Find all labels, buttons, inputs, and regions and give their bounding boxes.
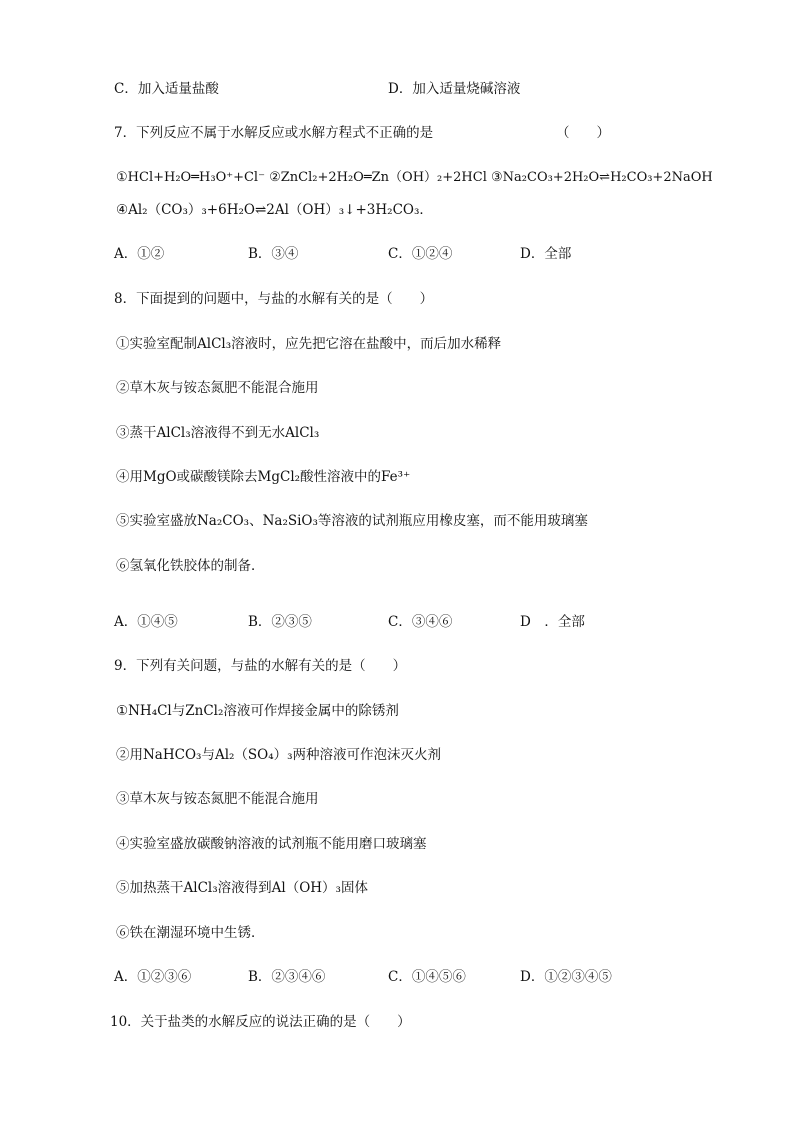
option-c-top: C．加入适量盐酸 bbox=[114, 81, 219, 97]
q8-item-6: ⑥氢氧化铁胶体的制备． bbox=[116, 558, 265, 574]
q8-item-5: ⑤实验室盛放Na₂CO₃、Na₂SiO₃等溶液的试剂瓶应用橡皮塞，而不能用玻璃塞 bbox=[116, 513, 588, 529]
q9-item-2: ②用NaHCO₃与Al₂（SO₄）₃两种溶液可作泡沫灭火剂 bbox=[116, 747, 442, 763]
q9-item-6: ⑥铁在潮湿环境中生锈． bbox=[116, 925, 265, 941]
q7-option-b: B．③④ bbox=[248, 246, 299, 262]
q8-option-a: A．①④⑤ bbox=[114, 614, 178, 630]
q9-item-1: ①NH₄Cl与ZnCl₂溶液可作焊接金属中的除锈剂 bbox=[116, 703, 399, 719]
q9-option-a: A．①②③⑥ bbox=[114, 969, 192, 985]
q9-option-d: D．①②③④⑤ bbox=[520, 969, 612, 985]
q9-item-5: ⑤加热蒸干AlCl₃溶液得到Al（OH）₃固体 bbox=[116, 880, 368, 896]
q8-option-d: D ．全部 bbox=[520, 614, 585, 630]
q9-item-3: ③草木灰与铵态氮肥不能混合施用 bbox=[116, 791, 319, 807]
q7-option-a: A．①② bbox=[114, 246, 165, 262]
q8-item-3: ③蒸干AlCl₃溶液得不到无水AlCl₃ bbox=[116, 425, 320, 441]
q8-item-2: ②草木灰与铵态氮肥不能混合施用 bbox=[116, 380, 319, 396]
q8-option-b: B．②③⑤ bbox=[248, 614, 312, 630]
q7-equations-line1: ①HCl+H₂O═H₃O⁺+Cl⁻ ②ZnCl₂+2H₂O═Zn（OH）₂+2HCl ③Na₂CO₃+2H₂O⇌H₂CO₃+2NaOH bbox=[116, 170, 713, 185]
q7-option-c: C．①②④ bbox=[388, 246, 453, 262]
q7-stem: 7．下列反应不属于水解反应或水解方程式不正确的是 bbox=[114, 125, 434, 141]
q9-option-b: B．②③④⑥ bbox=[248, 969, 326, 985]
q7-equations-line2: ④Al₂（CO₃）₃+6H₂O⇌2Al（OH）₃↓+3H₂CO₃． bbox=[116, 202, 433, 218]
q7-answer-paren: （ ） bbox=[556, 125, 610, 141]
q10-stem: 10．关于盐类的水解反应的说法正确的是（ ） bbox=[110, 1014, 411, 1030]
q7-option-d: D．全部 bbox=[520, 246, 572, 262]
q8-item-1: ①实验室配制AlCl₃溶液时，应先把它溶在盐酸中，而后加水稀释 bbox=[116, 336, 502, 352]
q9-item-4: ④实验室盛放碳酸钠溶液的试剂瓶不能用磨口玻璃塞 bbox=[116, 836, 427, 852]
q9-option-c: C．①④⑤⑥ bbox=[388, 969, 466, 985]
q9-stem: 9．下列有关问题，与盐的水解有关的是（ ） bbox=[114, 658, 407, 674]
q8-item-4: ④用MgO或碳酸镁除去MgCl₂酸性溶液中的Fe³⁺ bbox=[116, 469, 411, 485]
q8-option-c: C．③④⑥ bbox=[388, 614, 453, 630]
option-d-top: D．加入适量烧碱溶液 bbox=[388, 81, 521, 97]
q8-stem: 8．下面提到的问题中，与盐的水解有关的是（ ） bbox=[114, 291, 434, 307]
